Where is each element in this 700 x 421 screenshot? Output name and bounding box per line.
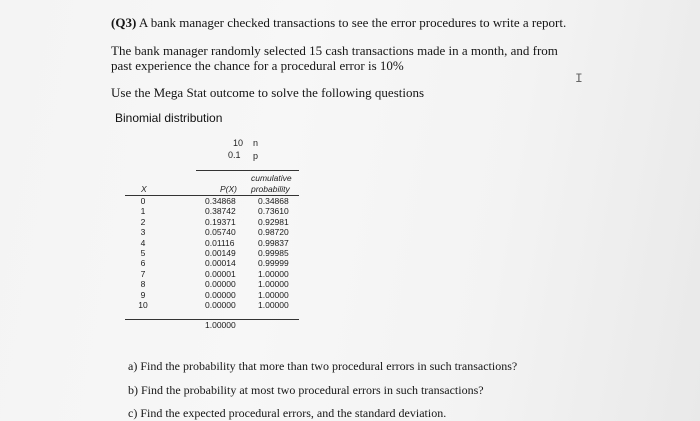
header-top-rule	[196, 170, 299, 171]
cell-x: 6	[140, 258, 146, 269]
cell-px: 0.00000	[205, 279, 236, 290]
probability-total: 1.00000	[205, 320, 236, 330]
header-x: X	[141, 184, 147, 194]
sub-question-b: b) Find the probability at most two procedural errors in such transactions?	[128, 383, 484, 397]
cell-cumulative: 1.00000	[258, 299, 289, 310]
cell-px: 0.38742	[205, 206, 236, 217]
table-row	[125, 238, 305, 248]
table-row	[125, 269, 305, 279]
n-label: n	[253, 138, 259, 148]
cell-px: 0.05740	[205, 227, 236, 238]
table-row	[125, 258, 305, 268]
header-cumulative: cumulative	[251, 173, 292, 183]
cell-cumulative: 0.34868	[258, 196, 289, 206]
cell-px: 0.34868	[205, 196, 236, 206]
cell-cumulative: 0.99837	[258, 237, 289, 248]
p-value: 0.1	[228, 150, 241, 160]
binomial-table-body	[125, 196, 305, 310]
header-probability: probability	[251, 184, 290, 194]
n-value: 10	[233, 138, 244, 148]
cell-x: 10	[138, 299, 148, 310]
cell-px: 0.19371	[205, 216, 236, 227]
question-label: (Q3)	[111, 15, 137, 30]
cell-cumulative: 1.00000	[258, 279, 289, 290]
intro-line-2: past experience the chance for a procedural error is 10%	[111, 58, 404, 73]
table-row	[125, 300, 305, 310]
cell-px: 0.00149	[205, 247, 236, 258]
text-cursor-icon: I	[575, 71, 583, 86]
cell-px: 0.00000	[205, 299, 236, 310]
distribution-title: Binomial distribution	[115, 111, 223, 125]
cell-cumulative: 0.99985	[258, 247, 289, 258]
cell-px: 0.00001	[205, 268, 236, 279]
cell-x: 9	[140, 289, 146, 300]
p-label: p	[253, 151, 259, 161]
cell-x: 7	[140, 268, 146, 279]
cell-cumulative: 0.92981	[258, 216, 289, 227]
cell-x: 4	[140, 237, 146, 248]
question-prompt: A bank manager checked transactions to see the error procedures to write a report.	[136, 15, 567, 30]
sub-question-a: a) Find the probability that more than two procedural errors in such transactions?	[128, 359, 518, 373]
table-row	[125, 290, 305, 300]
cell-cumulative: 1.00000	[258, 268, 289, 279]
header-px: P(X)	[220, 184, 237, 194]
table-row	[125, 227, 305, 237]
question-title	[111, 15, 566, 31]
cell-cumulative: 0.99999	[258, 258, 289, 269]
sub-question-c: c) Find the expected procedural errors, and the standard deviation.	[128, 406, 447, 420]
intro-line-1: The bank manager randomly selected 15 cash transactions made in a month, and from	[111, 43, 558, 58]
table-row	[125, 279, 305, 289]
cell-x: 1	[140, 206, 146, 217]
cell-x: 2	[140, 216, 146, 227]
cell-x: 8	[140, 279, 146, 290]
table-row	[125, 248, 305, 258]
instruction-text: Use the Mega Stat outcome to solve the following questions	[111, 85, 425, 100]
cell-cumulative: 1.00000	[258, 289, 289, 300]
cell-cumulative: 0.98720	[258, 227, 289, 238]
table-row	[125, 196, 305, 206]
table-row	[125, 206, 305, 216]
table-row	[125, 217, 305, 227]
cell-cumulative: 0.73610	[258, 206, 289, 217]
cell-px: 0.00000	[205, 289, 236, 300]
cell-px: 0.01116	[205, 237, 235, 248]
cell-x: 0	[140, 196, 146, 206]
cell-px: 0.00014	[205, 258, 236, 269]
cell-x: 5	[140, 247, 146, 258]
cell-x: 3	[140, 227, 146, 238]
